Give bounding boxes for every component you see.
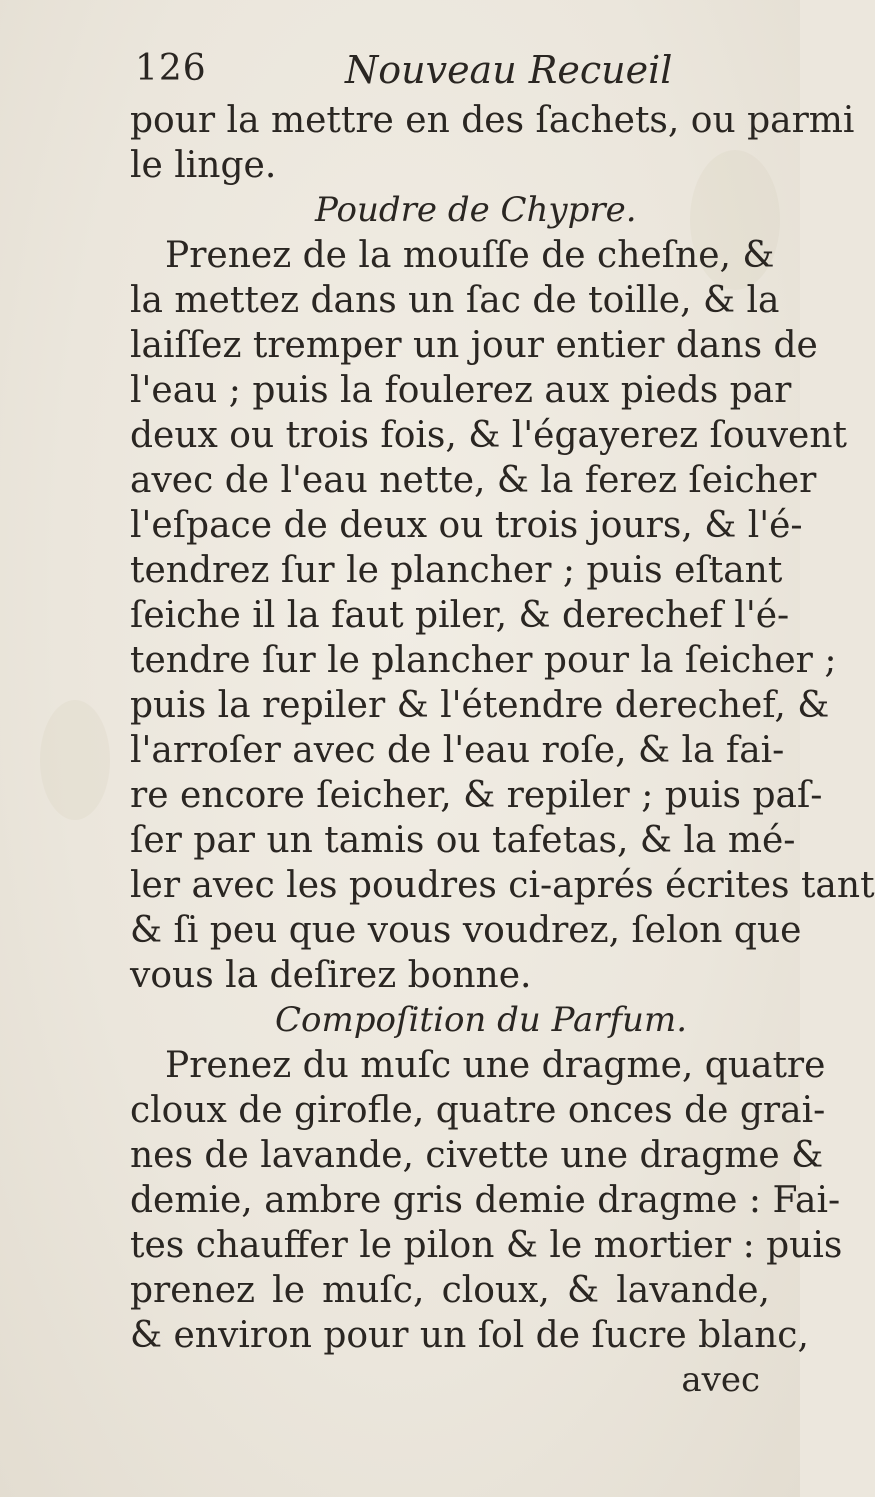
text-line: ler avec les poudres ci-aprés écrites tant <box>130 865 875 906</box>
text-line: la mettez dans un ſac de toille, & la <box>130 280 780 321</box>
page-number: 126 <box>135 48 207 89</box>
text-line: ſeiche il la faut piler, & derechef l'é- <box>130 595 790 636</box>
text-line: l'arroſer avec de l'eau roſe, & la fai- <box>130 730 785 771</box>
catchword: avec <box>681 1360 760 1400</box>
section-heading: Compoſition du Parfum. <box>275 1000 688 1040</box>
text-line: nes de lavande, civette une dragme & <box>130 1135 824 1176</box>
text-line: tendre ſur le plancher pour la ſeicher ; <box>130 640 837 681</box>
text-line: cloux de girofle, quatre onces de grai- <box>130 1090 826 1131</box>
text-line: & ſi peu que vous voudrez, ſelon que <box>130 910 802 951</box>
section-heading: Poudre de Chypre. <box>315 190 637 230</box>
text-line: tendrez ſur le plancher ; puis eſtant <box>130 550 783 591</box>
text-line: Prenez du muſc une dragme, quatre <box>165 1045 826 1086</box>
text-line: laiſſez tremper un jour entier dans de <box>130 325 818 366</box>
text-line: prenez le muſc, cloux, & lavande, <box>130 1270 770 1311</box>
text-line: & environ pour un ſol de ſucre blanc, <box>130 1315 809 1356</box>
text-line: re encore ſeicher, & repiler ; puis paſ- <box>130 775 823 816</box>
text-line: demie, ambre gris demie dragme : Fai- <box>130 1180 841 1221</box>
text-line: deux ou trois fois, & l'égayerez ſouvent <box>130 415 847 456</box>
text-line: l'eau ; puis la foulerez aux pieds par <box>130 370 792 411</box>
paper-stain <box>40 700 110 820</box>
text-line: l'eſpace de deux ou trois jours, & l'é- <box>130 505 803 546</box>
text-line: puis la repiler & l'étendre derechef, & <box>130 685 830 726</box>
running-title: Nouveau Recueil <box>345 48 673 92</box>
text-line: pour la mettre en des ſachets, ou parmi <box>130 100 855 141</box>
text-line: vous la deſirez bonne. <box>130 955 532 996</box>
text-line: tes chauffer le pilon & le mortier : puis <box>130 1225 843 1266</box>
text-line: ſer par un tamis ou tafetas, & la mé- <box>130 820 796 861</box>
text-line: avec de l'eau nette, & la ferez ſeicher <box>130 460 817 501</box>
page-text <box>130 98 875 1403</box>
text-line: Prenez de la mouſſe de cheſne, & <box>165 235 775 276</box>
text-line: le linge. <box>130 145 277 186</box>
